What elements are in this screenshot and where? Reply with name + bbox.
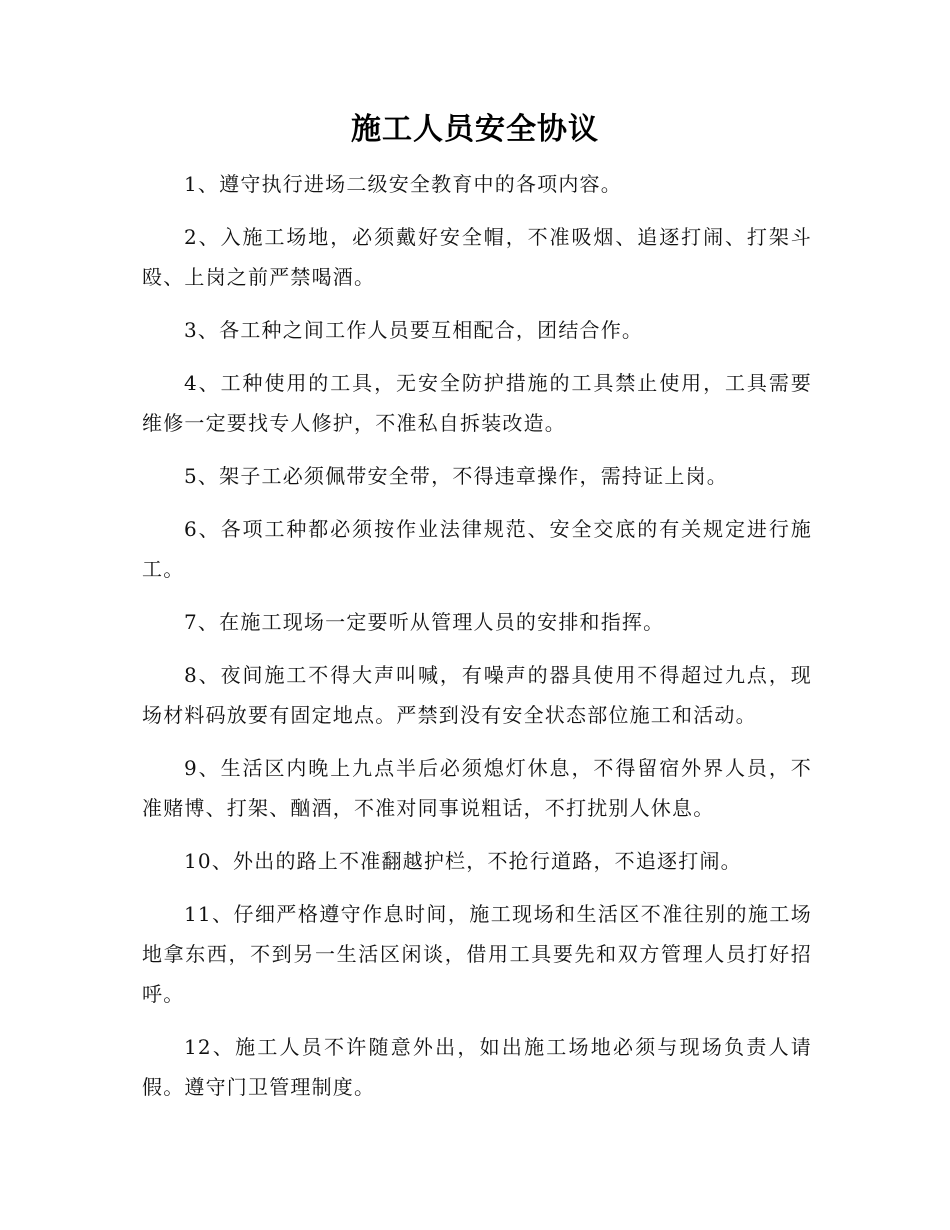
clause-2: 2、入施工场地，必须戴好安全帽，不准吸烟、追逐打闹、打架斗殴、上岗之前严禁喝酒。 — [142, 225, 812, 289]
document-title: 施工人员安全协议 — [351, 112, 599, 147]
clause-1: 1、遵守执行进场二级安全教育中的各项内容。 — [184, 172, 622, 196]
clause-7: 7、在施工现场一定要听从管理人员的安排和指挥。 — [184, 610, 665, 634]
clause-4: 4、工种使用的工具，无安全防护措施的工具禁止使用，工具需要维修一定要找专人修护，不准私自拆装改造。 — [142, 371, 812, 435]
clause-3: 3、各工种之间工作人员要互相配合，团结合作。 — [184, 318, 644, 342]
clause-list — [142, 164, 812, 1120]
clause-10: 10、外出的路上不准翻越护栏，不抢行道路，不追逐打闹。 — [184, 849, 742, 873]
clause-12: 12、施工人员不许随意外出，如出施工场地必须与现场负责人请假。遵守门卫管理制度。 — [142, 1035, 812, 1099]
clause-8: 8、夜间施工不得大声叫喊，有噪声的器具使用不得超过九点，现场材料码放要有固定地点。严禁到没有安全状态部位施工和活动。 — [142, 663, 812, 727]
clause-6: 6、各项工种都必须按作业法律规范、安全交底的有关规定进行施工。 — [142, 517, 812, 581]
clause-5: 5、架子工必须佩带安全带，不得违章操作，需持证上岗。 — [184, 464, 728, 488]
clause-11: 11、仔细严格遵守作息时间，施工现场和生活区不准往别的施工场地拿东西，不到另一生活区闲谈，借用工具要先和双方管理人员打好招呼。 — [142, 902, 812, 1006]
clause-9: 9、生活区内晚上九点半后必须熄灯休息，不得留宿外界人员，不准赌博、打架、酗酒，不准对同事说粗话，不打扰别人休息。 — [142, 756, 812, 820]
